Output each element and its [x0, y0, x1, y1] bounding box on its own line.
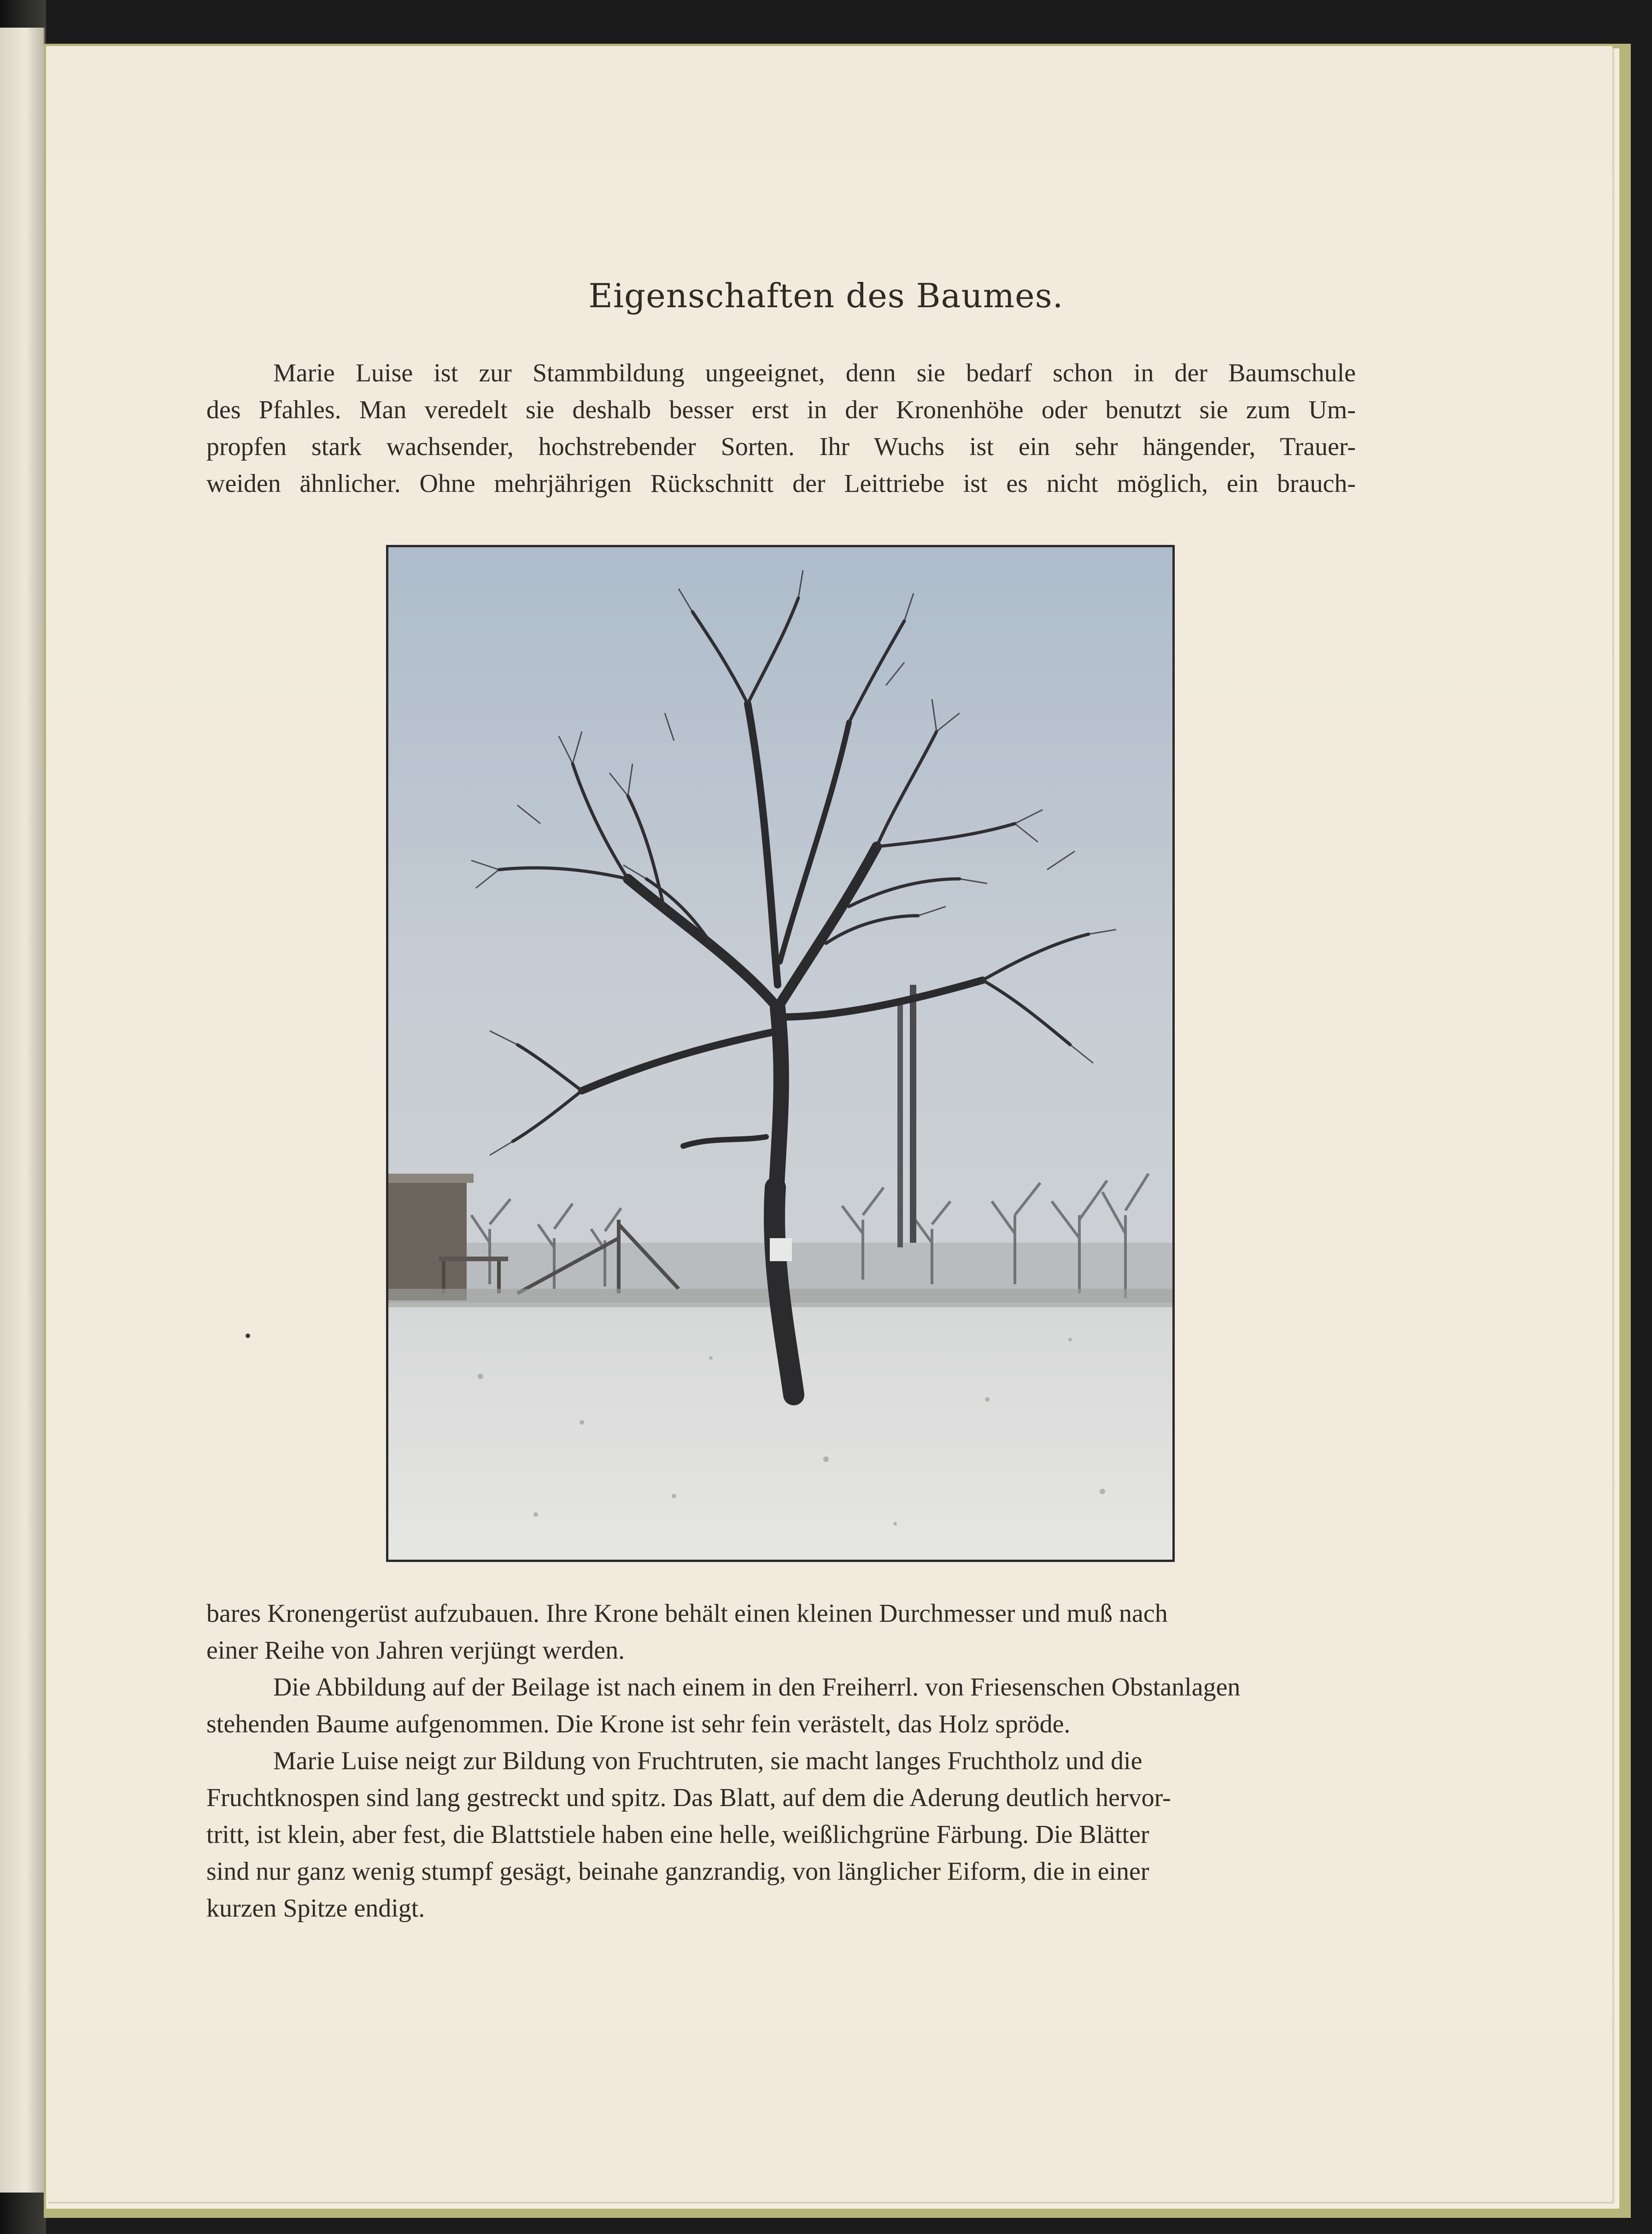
text-line: Die Abbildung auf der Beilage ist nach einem in den Freiherrl. von Friesenschen Obstanlagen	[273, 1673, 1241, 1702]
paragraph-4	[206, 1743, 1356, 1927]
paragraph-1	[206, 355, 1356, 502]
winter-tree-photo	[386, 545, 1175, 1562]
text-line: propfen stark wachsender, hochstrebender Sorten. Ihr Wuchs ist ein sehr hängender, Trauer-	[206, 433, 1356, 461]
text-line: Fruchtknospen sind lang gestreckt und spitz. Das Blatt, auf dem die Aderung deutlich hervor-	[206, 1784, 1171, 1812]
text-line: tritt, ist klein, aber fest, die Blattstiele haben eine helle, weißlichgrüne Färbung. Die Blätter	[206, 1820, 1149, 1849]
text-line: kurzen Spitze endigt.	[206, 1894, 425, 1923]
paragraph-2	[206, 1595, 1356, 1669]
page-title: Eigenschaften des Baumes.	[588, 276, 1064, 315]
text-line: Marie Luise ist zur Stammbildung ungeeignet, denn sie bedarf schon in der Baumschule	[273, 359, 1356, 387]
text-line: weiden ähnlicher. Ohne mehrjährigen Rückschnitt der Leittriebe ist es nicht möglich, ein brauch-	[206, 469, 1356, 498]
text-line: Marie Luise neigt zur Bildung von Fruchtruten, sie macht langes Fruchtholz und die	[273, 1747, 1142, 1775]
text-line: einer Reihe von Jahren verjüngt werden.	[206, 1636, 625, 1665]
book-binding	[0, 28, 45, 2193]
text-line: sind nur ganz wenig stumpf gesägt, beinahe ganzrandig, von länglicher Eiform, die in einer	[206, 1857, 1149, 1886]
paper-speck	[246, 1333, 250, 1338]
text-line: des Pfahles. Man veredelt sie deshalb besser erst in der Kronenhöhe oder benutzt sie zum Um-	[206, 396, 1356, 424]
tree-photo-icon	[388, 547, 1172, 1560]
text-line: bares Kronengerüst aufzubauen. Ihre Krone behält einen kleinen Durchmesser und muß nach	[206, 1599, 1168, 1628]
text-line: stehenden Baume aufgenommen. Die Krone ist sehr fein verästelt, das Holz spröde.	[206, 1710, 1071, 1738]
paragraph-3	[206, 1669, 1356, 1743]
